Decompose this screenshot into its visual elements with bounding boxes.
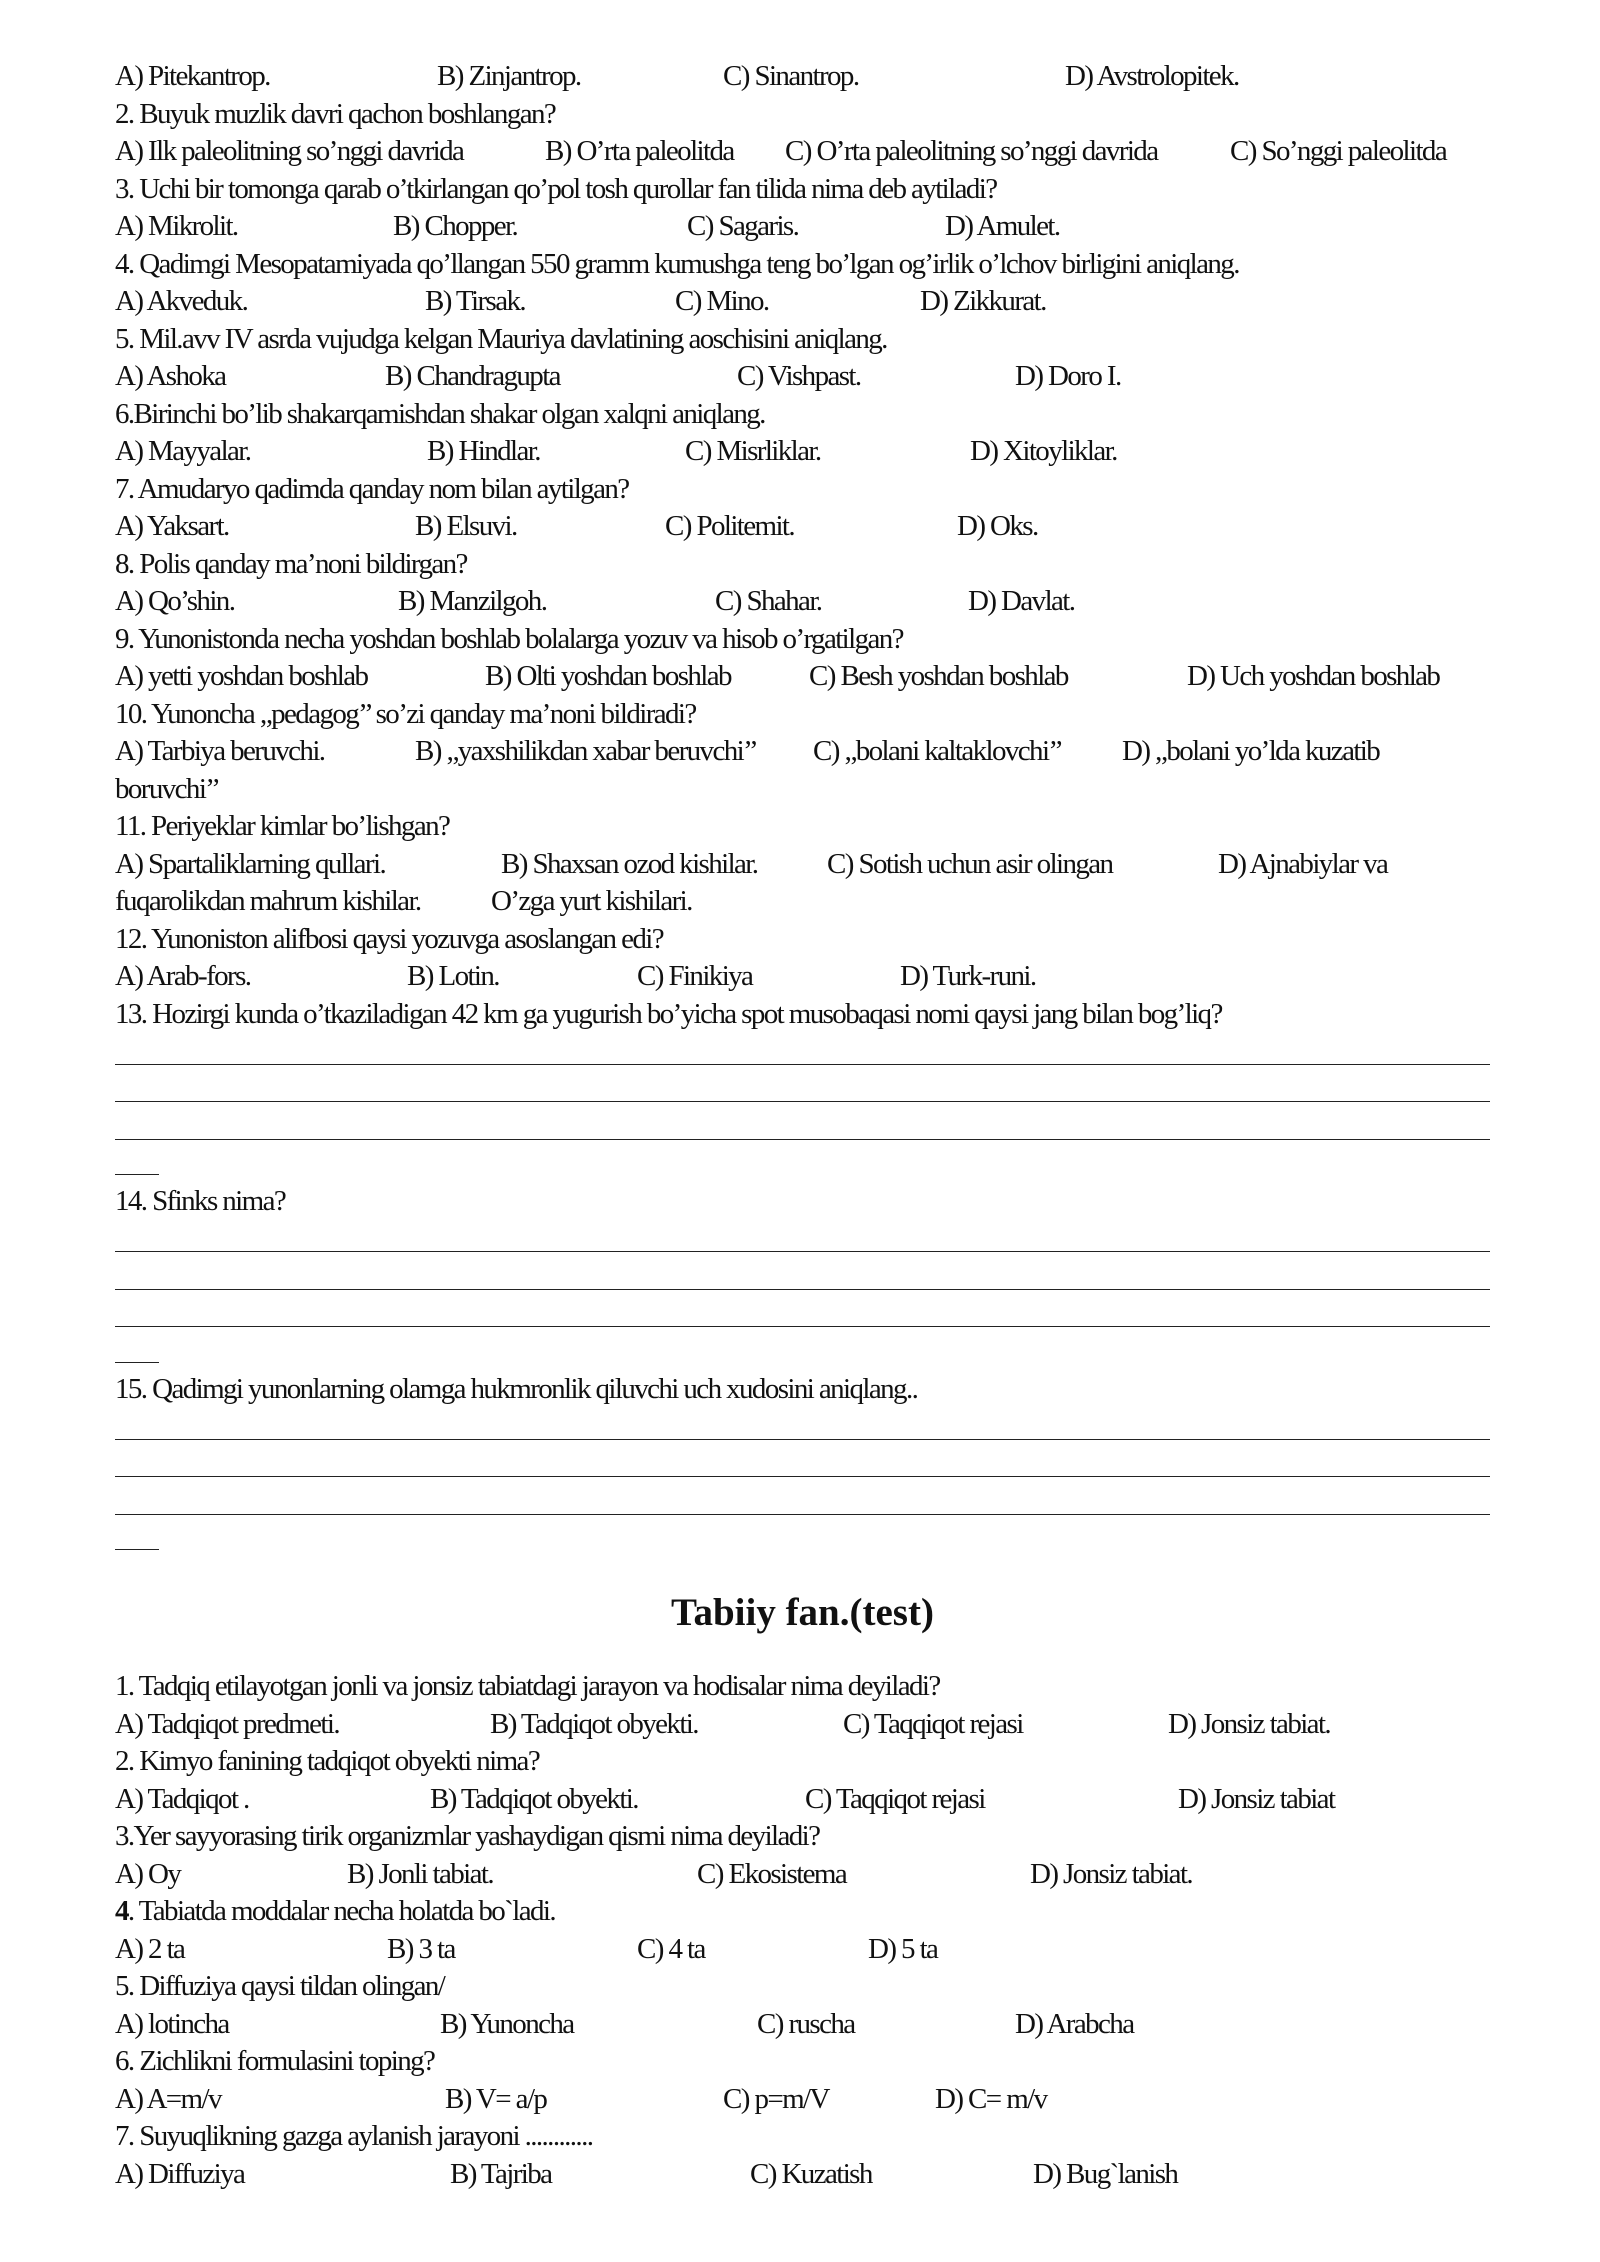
option-d: D) Ajnabiylar va <box>1218 847 1388 880</box>
option-d: D) Zikkurat. <box>920 285 1046 317</box>
history-q9-text: 9. Yunonistonda necha yoshdan boshlab bolalarga yozuv va hisob o’rgatilgan? <box>115 622 903 655</box>
option-c: C) O’rta paleolitning so’nggi davrida <box>785 135 1158 167</box>
option-d: D) Doro I. <box>1015 360 1121 392</box>
option-b: B) Chopper. <box>393 210 518 242</box>
option-c: C) Mino. <box>675 285 769 317</box>
option-a: A) Ashoka <box>115 360 226 392</box>
answer-line[interactable] <box>115 1408 1490 1446</box>
answer-line[interactable] <box>115 1296 1490 1334</box>
answer-line[interactable] <box>115 1033 1490 1071</box>
history-q6-text: 6.Birinchi bo’lib shakarqamishdan shakar olgan xalqni aniqlang. <box>115 397 765 430</box>
option-a: A) 2 ta <box>115 1932 185 1965</box>
worksheet-page <box>115 58 1490 2193</box>
history-q11-continuation <box>115 883 1490 921</box>
option-d: D) Avstrolopitek. <box>1065 60 1239 92</box>
option-c: C) „bolani kaltaklovchi’’ <box>813 735 1063 767</box>
answer-line[interactable] <box>115 1108 1490 1146</box>
option-a: A) Qo’shin. <box>115 585 235 617</box>
option-d: D) Turk-runi. <box>900 960 1036 992</box>
question-number: 4 <box>115 1895 128 1927</box>
option-a: A) Yaksart. <box>115 510 229 542</box>
option-c: C) Vishpast. <box>737 360 861 392</box>
option-a-continuation: fuqarolikdan mahrum kishilar. <box>115 885 421 917</box>
history-q6-options <box>115 433 1490 471</box>
option-c: C) Finikiya <box>637 960 753 992</box>
option-b: B) 3 ta <box>387 1932 455 1965</box>
history-q3-options <box>115 208 1490 246</box>
option-a: A) Spartaliklarning qullari. <box>115 847 386 880</box>
option-c: C) Sinantrop. <box>723 60 859 92</box>
option-b: B) Tadqiqot obyekti. <box>430 1782 638 1815</box>
option-d: D) Oks. <box>957 510 1038 542</box>
option-d: D) „bolani yo’lda kuzatib <box>1122 735 1380 767</box>
science-q5-options <box>115 2006 1490 2044</box>
option-b: B) Hindlar. <box>427 435 540 467</box>
history-q10-options <box>115 733 1490 771</box>
option-c: C) Sotish uchun asir olingan <box>827 847 1113 880</box>
option-b: B) V= a/p <box>445 2082 547 2115</box>
science-q2-options <box>115 1781 1490 1819</box>
history-q12-text: 12. Yunoniston alifbosi qaysi yozuvga asoslangan edi? <box>115 922 663 955</box>
option-b: B) Manzilgoh. <box>398 585 547 617</box>
history-q3-text: 3. Uchi bir tomonga qarab o’tkirlangan qo’pol tosh qurollar fan tilida nima deb aytiladi? <box>115 172 997 205</box>
option-a: A) Ilk paleolitning so’nggi davrida <box>115 135 464 167</box>
answer-line[interactable] <box>115 1258 1490 1296</box>
option-d: D) Jonsiz tabiat. <box>1030 1857 1193 1890</box>
history-q7-text: 7. Amudaryo qadimda qanday nom bilan aytilgan? <box>115 472 629 505</box>
history-q1-options <box>115 58 1490 96</box>
history-q2-options <box>115 133 1490 171</box>
history-q15-text: 15. Qadimgi yunonlarning olamga hukmronlik qiluvchi uch xudosini aniqlang.. <box>115 1372 918 1405</box>
option-c: C) Taqqiqot rejasi <box>805 1782 985 1815</box>
option-c: C) Taqqiqot rejasi <box>843 1707 1023 1740</box>
history-q7-options <box>115 508 1490 546</box>
option-c: C) Misrliklar. <box>685 435 821 467</box>
science-q4-options <box>115 1931 1490 1969</box>
history-q13-text: 13. Hozirgi kunda o’tkaziladigan 42 km ga yugurish bo’yicha spot musobaqasi nomi qaysi jang bilan bog’liq? <box>115 997 1222 1030</box>
science-q3-options <box>115 1856 1490 1894</box>
question-body: . Tabiatda moddalar necha holatda bo`ladi. <box>127 1895 555 1927</box>
answer-line-end <box>115 1146 1490 1184</box>
option-d: D) 5 ta <box>868 1932 938 1965</box>
answer-line[interactable] <box>115 1071 1490 1109</box>
option-c: C) ruscha <box>757 2007 855 2040</box>
option-a: A) Pitekantrop. <box>115 60 270 92</box>
answer-line[interactable] <box>115 1221 1490 1259</box>
option-a: A) A=m/v <box>115 2082 221 2115</box>
history-q5-text: 5. Mil.avv IV asrda vujudga kelgan Mauriya davlatining aoschisini aniqlang. <box>115 322 887 355</box>
history-q5-options <box>115 358 1490 396</box>
answer-line-end <box>115 1333 1490 1371</box>
option-a: A) lotincha <box>115 2007 229 2040</box>
history-q2-text: 2. Buyuk muzlik davri qachon boshlangan? <box>115 97 556 130</box>
science-q1-text: 1. Tadqiq etilayotgan jonli va jonsiz tabiatdagi jarayon va hodisalar nima deyiladi? <box>115 1670 940 1702</box>
option-d: D) Jonsiz tabiat. <box>1168 1707 1331 1740</box>
history-q12-options <box>115 958 1490 996</box>
option-a: A) Tadqiqot . <box>115 1782 249 1815</box>
option-b: B) Chandragupta <box>385 360 560 392</box>
option-d: D) Uch yoshdan boshlab <box>1187 660 1440 692</box>
option-d: D) C= m/v <box>935 2082 1047 2115</box>
history-q11-options <box>115 846 1490 884</box>
history-q10-continuation: boruvchi’’ <box>115 772 220 805</box>
option-a: A) Tarbiya beruvchi. <box>115 735 325 767</box>
option-a: A) Akveduk. <box>115 285 248 317</box>
option-b: B) Olti yoshdan boshlab <box>485 660 731 692</box>
history-q9-options <box>115 658 1490 696</box>
science-q7-options <box>115 2156 1490 2194</box>
option-a: A) Mikrolit. <box>115 210 238 242</box>
option-c: C) Besh yoshdan boshlab <box>809 660 1068 692</box>
history-q8-text: 8. Polis qanday ma’noni bildirgan? <box>115 547 467 580</box>
option-c: C) Ekosistema <box>697 1857 847 1890</box>
option-a: A) Arab-fors. <box>115 960 251 992</box>
option-d: C) So’nggi paleolitda <box>1230 135 1447 167</box>
option-c: C) Shahar. <box>715 585 822 617</box>
option-b: B) Zinjantrop. <box>437 60 581 92</box>
science-q6-text: 6. Zichlikni formulasini toping? <box>115 2045 435 2077</box>
option-d: D) Arabcha <box>1015 2007 1134 2040</box>
option-c: C) Sagaris. <box>687 210 799 242</box>
option-c: C) 4 ta <box>637 1932 705 1965</box>
option-c: C) p=m/V <box>723 2082 829 2115</box>
history-q4-text: 4. Qadimgi Mesopatamiyada qo’llangan 550 gramm kumushga teng bo’lgan og’irlik o’lchov birligini aniqlang. <box>115 247 1239 280</box>
option-b: B) „yaxshilikdan xabar beruvchi’’ <box>415 735 758 767</box>
science-q6-options <box>115 2081 1490 2119</box>
option-c: C) Politemit. <box>665 510 795 542</box>
option-a: A) Tadqiqot predmeti. <box>115 1707 339 1740</box>
option-b: B) Tirsak. <box>425 285 526 317</box>
option-d: D) Xitoyliklar. <box>970 435 1117 467</box>
option-b: B) O’rta paleolitda <box>545 135 734 167</box>
option-b: B) Tadqiqot obyekti. <box>490 1707 698 1740</box>
science-q7-text: 7. Suyuqlikning gazga aylanish jarayoni ............ <box>115 2120 593 2152</box>
science-q4-text <box>115 1893 1490 1931</box>
option-b: B) Jonli tabiat. <box>347 1857 493 1890</box>
history-q11-text: 11. Periyeklar kimlar bo’lishgan? <box>115 810 450 842</box>
history-q14-text: 14. Sfinks nima? <box>115 1185 286 1217</box>
answer-line-end <box>115 1521 1490 1559</box>
option-b: B) Yunoncha <box>440 2007 574 2040</box>
answer-line[interactable] <box>115 1483 1490 1521</box>
option-b: B) Elsuvi. <box>415 510 517 542</box>
option-b-continuation: O’zga yurt kishilari. <box>491 885 692 917</box>
option-a: A) yetti yoshdan boshlab <box>115 660 368 692</box>
option-d: D) Jonsiz tabiat <box>1178 1782 1335 1815</box>
section-title: Tabiiy fan.(test) <box>671 1591 934 1634</box>
science-q2-text: 2. Kimyo fanining tadqiqot obyekti nima? <box>115 1745 540 1777</box>
option-a: A) Diffuziya <box>115 2157 245 2190</box>
history-q10-text: 10. Yunoncha „pedagog’’ so’zi qanday ma’noni bildiradi? <box>115 697 696 730</box>
history-q4-options <box>115 283 1490 321</box>
science-q3-text: 3.Yer sayyorasing tirik organizmlar yashaydigan qismi nima deyiladi? <box>115 1820 820 1852</box>
option-c: C) Kuzatish <box>750 2157 872 2190</box>
history-q8-options <box>115 583 1490 621</box>
science-q1-options <box>115 1706 1490 1744</box>
option-d: D) Amulet. <box>945 210 1060 242</box>
option-b: B) Shaxsan ozod kishilar. <box>501 847 758 880</box>
option-a: A) Oy <box>115 1857 181 1890</box>
science-q5-text: 5. Diffuziya qaysi tildan olingan/ <box>115 1970 445 2002</box>
option-d: D) Davlat. <box>968 585 1075 617</box>
option-b: B) Tajriba <box>450 2157 552 2190</box>
option-d: D) Bug`lanish <box>1033 2157 1178 2190</box>
option-b: B) Lotin. <box>407 960 499 992</box>
answer-line[interactable] <box>115 1446 1490 1484</box>
option-a: A) Mayyalar. <box>115 435 251 467</box>
